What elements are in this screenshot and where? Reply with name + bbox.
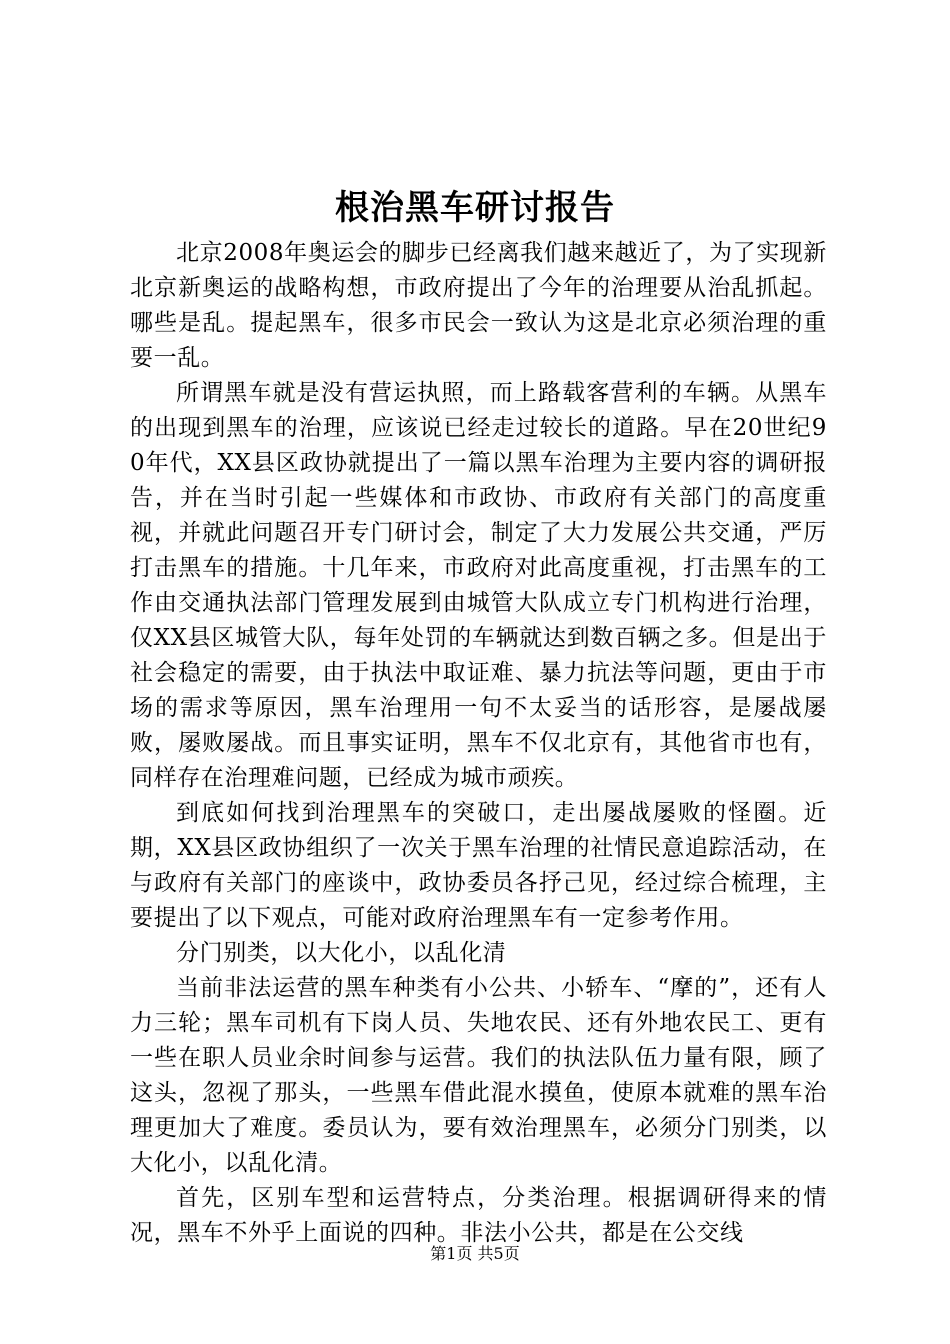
- paragraph: 所谓黑车就是没有营运执照，而上路载客营利的车辆。从黑车的出现到黑车的治理，应该说已经走过较长的道路。早在20世纪90年代，XX县区政协就提出了一篇以黑车治理为主要内容的调研报告，并在当时引起一些媒体和市政协、市政府有关部门的高度重视，并就此问题召开专门研讨会，制定了大力发展公共交通，严厉打击黑车的措施。十几年来，市政府对此高度重视，打击黑车的工作由交通执法部门管理发展到由城管大队成立专门机构进行治理，仅XX县区城管大队，每年处罚的车辆就达到数百辆之多。但是出于社会稳定的需要，由于执法中取证难、暴力抗法等问题，更由于市场的需求等原因，黑车治理用一句不太妥当的话形容，是屡战屡败，屡败屡战。而且事实证明，黑车不仅北京有，其他省市也有，同样存在治理难问题，已经成为城市顽疾。: [130, 380, 827, 791]
- paragraph: 到底如何找到治理黑车的突破口，走出屡战屡败的怪圈。近期，XX县区政协组织了一次关于黑车治理的社情民意追踪活动，在与政府有关部门的座谈中，政协委员各抒己见，经过综合梳理，主要提出了以下观点，可能对政府治理黑车有一定参考作用。: [130, 800, 827, 931]
- paragraph: 北京2008年奥运会的脚步已经离我们越来越近了，为了实现新北京新奥运的战略构想，市政府提出了今年的治理要从治乱抓起。哪些是乱。提起黑车，很多市民会一致认为这是北京必须治理的重要一乱。: [130, 240, 827, 371]
- paragraph: 首先，区别车型和运营特点，分类治理。根据调研得来的情况，黑车不外乎上面说的四种。非法小公共，都是在公交线: [130, 1185, 827, 1246]
- document-body: [130, 236, 827, 1251]
- paragraph: 当前非法运营的黑车种类有小公共、小轿车、“摩的”，还有人力三轮；黑车司机有下岗人员、失地农民、还有外地农民工、更有一些在职人员业余时间参与运营。我们的执法队伍力量有限，顾了这头，忽视了那头，一些黑车借此混水摸鱼，使原本就难的黑车治理更加大了难度。委员认为，要有效治理黑车，必须分门别类，以大化小，以乱化清。: [130, 975, 827, 1176]
- document-title: 根治黑车研讨报告: [335, 188, 615, 228]
- page-number-footer: 第1页 共5页: [430, 1244, 520, 1263]
- section-heading: 分门别类，以大化小，以乱化清: [176, 940, 507, 966]
